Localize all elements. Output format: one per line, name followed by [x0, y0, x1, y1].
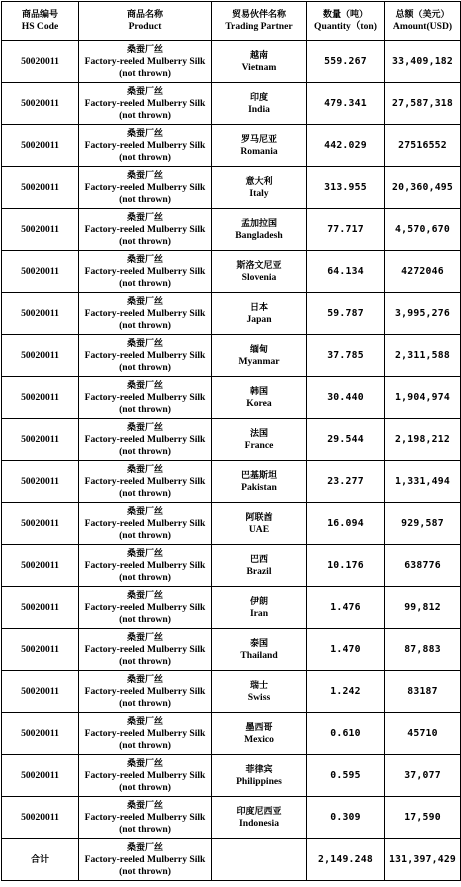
product-cell [79, 377, 212, 419]
table-row [2, 671, 461, 713]
amount-header-en: Amount(USD) [392, 21, 453, 32]
quantity-cell: 10.176 [307, 545, 385, 587]
partner-zh: 意大利 [245, 176, 273, 187]
product-zh: 桑蚕厂丝 [126, 212, 163, 223]
partner-en: Mexico [244, 733, 274, 745]
product-note: (not thrown) [119, 487, 171, 499]
partner-header [212, 2, 307, 41]
hs-code-cell: 50020011 [2, 671, 79, 713]
amount-cell: 99,812 [385, 587, 461, 629]
product-note: (not thrown) [119, 739, 171, 751]
partner-en: Vietnam [241, 61, 277, 73]
product-cell [79, 461, 212, 503]
quantity-cell: 1.470 [307, 629, 385, 671]
partner-zh: 日本 [249, 302, 268, 313]
total-label [2, 839, 79, 881]
quantity-header-zh: 数量（吨） [322, 10, 368, 20]
partner-cell [212, 419, 307, 461]
partner-cell [212, 713, 307, 755]
quantity-cell: 30.440 [307, 377, 385, 419]
amount-cell: 638776 [385, 545, 461, 587]
table-row [2, 167, 461, 209]
product-en: Factory-reeled Mulberry Silk [84, 349, 206, 361]
partner-en: India [248, 103, 270, 115]
hs-code-cell: 50020011 [2, 251, 79, 293]
product-zh: 桑蚕厂丝 [126, 338, 163, 349]
quantity-cell: 29.544 [307, 419, 385, 461]
product-zh: 桑蚕厂丝 [126, 422, 163, 433]
partner-cell [212, 545, 307, 587]
product-note: (not thrown) [119, 613, 171, 625]
product-en: Factory-reeled Mulberry Silk [84, 601, 206, 613]
amount-cell: 17,590 [385, 797, 461, 839]
product-zh: 桑蚕厂丝 [126, 632, 163, 643]
product-cell [79, 83, 212, 125]
partner-zh: 印度 [249, 92, 268, 103]
product-note: (not thrown) [119, 781, 171, 793]
product-cell [79, 251, 212, 293]
partner-en: Slovenia [241, 271, 277, 283]
product-cell [79, 41, 212, 83]
partner-en: Indonesia [239, 817, 279, 829]
amount-cell: 83187 [385, 671, 461, 713]
product-note: (not thrown) [119, 277, 171, 289]
quantity-cell: 0.309 [307, 797, 385, 839]
product-note: (not thrown) [119, 151, 171, 163]
product-cell [79, 209, 212, 251]
partner-zh: 瑞士 [249, 680, 268, 691]
hs-code-cell: 50020011 [2, 125, 79, 167]
partner-header-en: Trading Partner [225, 21, 293, 32]
total-product-cell [79, 839, 212, 881]
product-en: Factory-reeled Mulberry Silk [84, 517, 206, 529]
hs-code-header-zh: 商品编号 [21, 10, 58, 20]
product-zh: 桑蚕厂丝 [126, 464, 163, 475]
hs-code-cell: 50020011 [2, 419, 79, 461]
product-note: (not thrown) [119, 655, 171, 667]
partner-zh: 阿联酋 [245, 512, 273, 523]
partner-zh: 斯洛文尼亚 [236, 260, 282, 271]
product-note: (not thrown) [119, 67, 171, 79]
partner-cell [212, 671, 307, 713]
partner-en: Korea [246, 397, 272, 409]
product-cell [79, 545, 212, 587]
quantity-cell: 16.094 [307, 503, 385, 545]
product-en: Factory-reeled Mulberry Silk [84, 685, 206, 697]
total-product-note: (not thrown) [119, 865, 171, 877]
product-cell [79, 293, 212, 335]
quantity-cell: 313.955 [307, 167, 385, 209]
product-en: Factory-reeled Mulberry Silk [84, 727, 206, 739]
product-en: Factory-reeled Mulberry Silk [84, 55, 206, 67]
product-zh: 桑蚕厂丝 [126, 716, 163, 727]
product-zh: 桑蚕厂丝 [126, 590, 163, 601]
amount-cell: 20,360,495 [385, 167, 461, 209]
total-row [2, 839, 461, 881]
total-partner-cell [212, 839, 307, 881]
partner-zh: 巴基斯坦 [240, 470, 277, 481]
product-note: (not thrown) [119, 235, 171, 247]
amount-cell: 33,409,182 [385, 41, 461, 83]
table-row [2, 713, 461, 755]
product-zh: 桑蚕厂丝 [126, 758, 163, 769]
partner-zh: 伊朗 [249, 596, 268, 607]
partner-zh: 菲律宾 [245, 764, 273, 775]
product-note: (not thrown) [119, 445, 171, 457]
total-quantity: 2,149.248 [307, 839, 385, 881]
hs-code-cell: 50020011 [2, 209, 79, 251]
hs-code-header [2, 2, 79, 41]
product-en: Factory-reeled Mulberry Silk [84, 769, 206, 781]
hs-code-cell: 50020011 [2, 545, 79, 587]
product-zh: 桑蚕厂丝 [126, 44, 163, 55]
product-zh: 桑蚕厂丝 [126, 128, 163, 139]
table-row [2, 377, 461, 419]
quantity-cell: 0.610 [307, 713, 385, 755]
product-note: (not thrown) [119, 697, 171, 709]
quantity-cell: 64.134 [307, 251, 385, 293]
quantity-cell: 37.785 [307, 335, 385, 377]
partner-en: Japan [246, 313, 272, 325]
partner-en: UAE [248, 523, 270, 535]
quantity-cell: 442.029 [307, 125, 385, 167]
hs-code-cell: 50020011 [2, 335, 79, 377]
product-zh: 桑蚕厂丝 [126, 506, 163, 517]
partner-cell [212, 251, 307, 293]
partner-cell [212, 755, 307, 797]
product-zh: 桑蚕厂丝 [126, 548, 163, 559]
partner-en: Pakistan [241, 481, 277, 493]
product-en: Factory-reeled Mulberry Silk [84, 433, 206, 445]
product-cell [79, 713, 212, 755]
partner-cell [212, 83, 307, 125]
hs-code-cell: 50020011 [2, 41, 79, 83]
quantity-cell: 479.341 [307, 83, 385, 125]
product-header-en: Product [128, 21, 162, 32]
quantity-cell: 1.242 [307, 671, 385, 713]
table-row [2, 461, 461, 503]
product-note: (not thrown) [119, 571, 171, 583]
header-row [2, 2, 461, 41]
amount-cell: 3,995,276 [385, 293, 461, 335]
hs-code-cell: 50020011 [2, 797, 79, 839]
product-en: Factory-reeled Mulberry Silk [84, 559, 206, 571]
table-row [2, 293, 461, 335]
product-cell [79, 335, 212, 377]
amount-cell: 1,331,494 [385, 461, 461, 503]
product-cell [79, 629, 212, 671]
partner-cell [212, 629, 307, 671]
amount-cell: 2,311,588 [385, 335, 461, 377]
table-row [2, 335, 461, 377]
hs-code-header-en: HS Code [21, 21, 59, 32]
amount-header [385, 2, 461, 41]
product-header [79, 2, 212, 41]
partner-zh: 泰国 [249, 638, 268, 649]
table-row [2, 545, 461, 587]
product-note: (not thrown) [119, 823, 171, 835]
partner-zh: 墨西哥 [245, 722, 273, 733]
total-product-en: Factory-reeled Mulberry Silk [84, 853, 206, 865]
partner-cell [212, 293, 307, 335]
product-note: (not thrown) [119, 403, 171, 415]
amount-cell: 929,587 [385, 503, 461, 545]
table-body [2, 41, 461, 839]
partner-en: Swiss [247, 691, 271, 703]
product-zh: 桑蚕厂丝 [126, 800, 163, 811]
partner-zh: 印度尼西亚 [236, 806, 282, 817]
product-cell [79, 167, 212, 209]
product-zh: 桑蚕厂丝 [126, 380, 163, 391]
partner-en: Bangladesh [235, 229, 283, 241]
quantity-header-en: Quantity（ton) [314, 21, 377, 32]
quantity-cell: 1.476 [307, 587, 385, 629]
product-en: Factory-reeled Mulberry Silk [84, 97, 206, 109]
partner-zh: 罗马尼亚 [240, 134, 277, 145]
partner-cell [212, 167, 307, 209]
hs-code-cell: 50020011 [2, 293, 79, 335]
partner-en: Iran [249, 607, 269, 619]
product-cell [79, 671, 212, 713]
hs-code-cell: 50020011 [2, 629, 79, 671]
product-en: Factory-reeled Mulberry Silk [84, 265, 206, 277]
partner-cell [212, 797, 307, 839]
partner-zh: 越南 [249, 50, 268, 61]
product-cell [79, 125, 212, 167]
amount-cell: 87,883 [385, 629, 461, 671]
amount-cell: 27,587,318 [385, 83, 461, 125]
hs-code-cell: 50020011 [2, 587, 79, 629]
product-cell [79, 797, 212, 839]
quantity-cell: 77.717 [307, 209, 385, 251]
product-note: (not thrown) [119, 361, 171, 373]
product-en: Factory-reeled Mulberry Silk [84, 181, 206, 193]
product-en: Factory-reeled Mulberry Silk [84, 643, 206, 655]
partner-cell [212, 125, 307, 167]
table-row [2, 587, 461, 629]
partner-en: Philippines [236, 775, 282, 787]
table-row [2, 629, 461, 671]
partner-cell [212, 41, 307, 83]
product-zh: 桑蚕厂丝 [126, 86, 163, 97]
amount-cell: 4272046 [385, 251, 461, 293]
total-product-zh: 桑蚕厂丝 [126, 842, 163, 853]
product-cell [79, 419, 212, 461]
hs-code-cell: 50020011 [2, 377, 79, 419]
table-row [2, 83, 461, 125]
hs-code-cell: 50020011 [2, 755, 79, 797]
partner-zh: 法国 [249, 428, 268, 439]
silk-export-table [1, 1, 461, 881]
amount-cell: 37,077 [385, 755, 461, 797]
product-en: Factory-reeled Mulberry Silk [84, 811, 206, 823]
product-cell [79, 587, 212, 629]
hs-code-cell: 50020011 [2, 167, 79, 209]
partner-zh: 巴西 [249, 554, 268, 565]
product-zh: 桑蚕厂丝 [126, 170, 163, 181]
partner-en: Romania [240, 145, 278, 157]
product-header-zh: 商品名称 [126, 10, 163, 20]
partner-cell [212, 503, 307, 545]
partner-header-zh: 贸易伙伴名称 [231, 10, 286, 20]
product-en: Factory-reeled Mulberry Silk [84, 391, 206, 403]
hs-code-cell: 50020011 [2, 503, 79, 545]
table-row [2, 251, 461, 293]
product-cell [79, 755, 212, 797]
product-note: (not thrown) [119, 109, 171, 121]
partner-en: Italy [249, 187, 269, 199]
partner-en: Thailand [240, 649, 278, 661]
table-row [2, 41, 461, 83]
quantity-header [307, 2, 385, 41]
product-zh: 桑蚕厂丝 [126, 674, 163, 685]
total-amount: 131,397,429 [385, 839, 461, 881]
quantity-cell: 59.787 [307, 293, 385, 335]
table-row [2, 209, 461, 251]
hs-code-cell: 50020011 [2, 461, 79, 503]
table-row [2, 419, 461, 461]
partner-zh: 缅甸 [249, 344, 268, 355]
hs-code-cell: 50020011 [2, 83, 79, 125]
amount-cell: 45710 [385, 713, 461, 755]
partner-cell [212, 209, 307, 251]
product-cell [79, 503, 212, 545]
partner-zh: 韩国 [249, 386, 268, 397]
partner-cell [212, 587, 307, 629]
product-zh: 桑蚕厂丝 [126, 296, 163, 307]
table-row [2, 755, 461, 797]
product-en: Factory-reeled Mulberry Silk [84, 223, 206, 235]
partner-cell [212, 377, 307, 419]
partner-en: Brazil [246, 565, 272, 577]
amount-cell: 27516552 [385, 125, 461, 167]
product-en: Factory-reeled Mulberry Silk [84, 475, 206, 487]
product-note: (not thrown) [119, 193, 171, 205]
amount-cell: 1,904,974 [385, 377, 461, 419]
product-zh: 桑蚕厂丝 [126, 254, 163, 265]
total-label-text: 合计 [30, 854, 49, 865]
table-row [2, 503, 461, 545]
amount-cell: 2,198,212 [385, 419, 461, 461]
product-en: Factory-reeled Mulberry Silk [84, 139, 206, 151]
product-note: (not thrown) [119, 529, 171, 541]
amount-header-zh: 总额（美元） [395, 10, 450, 20]
amount-cell: 4,570,670 [385, 209, 461, 251]
table-row [2, 125, 461, 167]
quantity-cell: 23.277 [307, 461, 385, 503]
product-note: (not thrown) [119, 319, 171, 331]
hs-code-cell: 50020011 [2, 713, 79, 755]
quantity-cell: 559.267 [307, 41, 385, 83]
partner-cell [212, 461, 307, 503]
partner-cell [212, 335, 307, 377]
product-en: Factory-reeled Mulberry Silk [84, 307, 206, 319]
partner-en: France [244, 439, 274, 451]
table-row [2, 797, 461, 839]
partner-zh: 孟加拉国 [240, 218, 277, 229]
quantity-cell: 0.595 [307, 755, 385, 797]
partner-en: Myanmar [238, 355, 280, 367]
